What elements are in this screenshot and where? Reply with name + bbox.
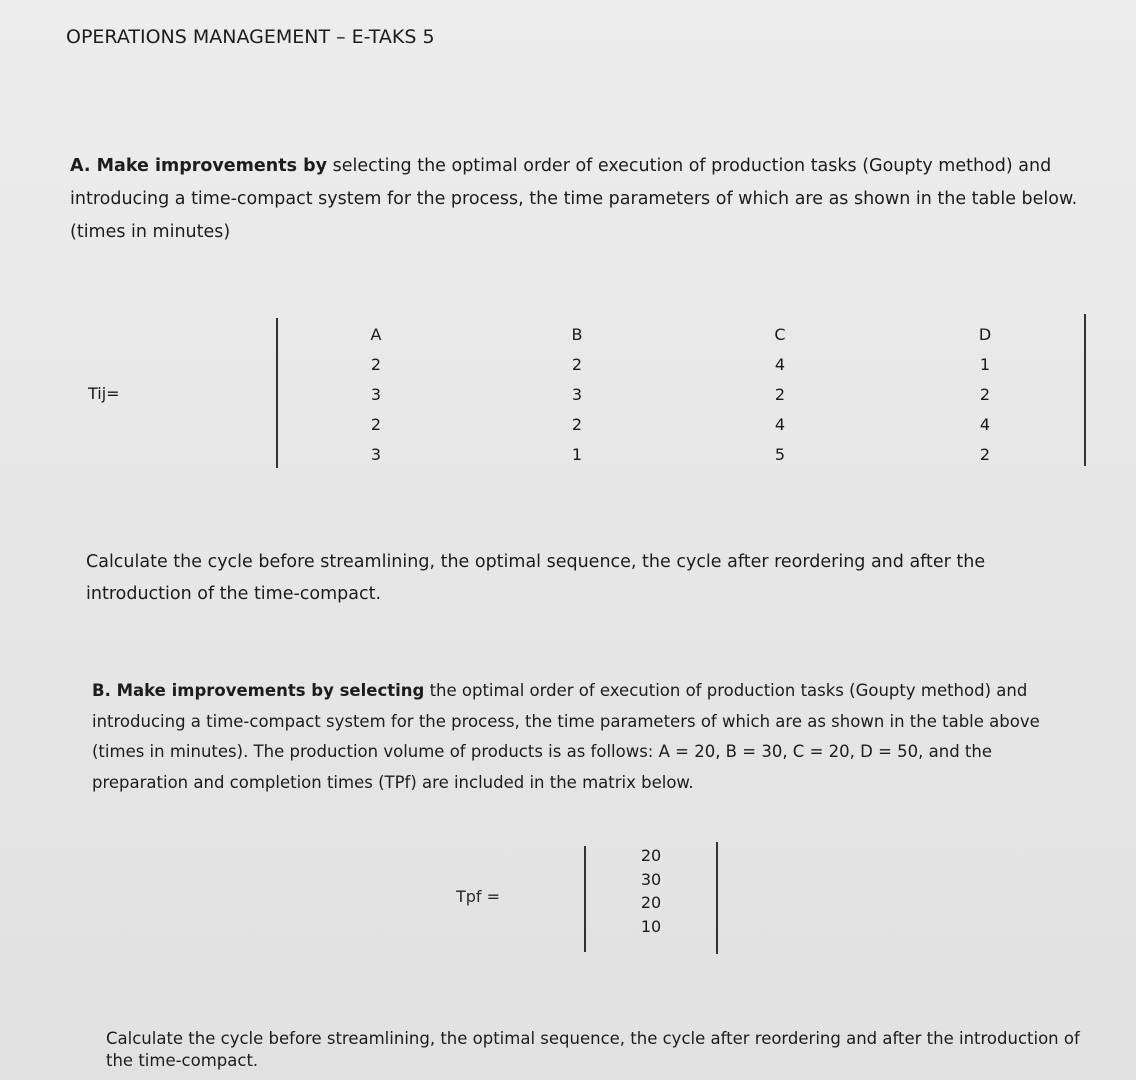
matrix-column-c: [765, 320, 795, 470]
matrix-cell: 2: [571, 415, 583, 434]
matrix-header: C: [774, 325, 786, 344]
section-a-label: A. Make improvements by: [70, 156, 328, 176]
matrix-cell: 1: [571, 445, 583, 464]
section-a-calculate: Calculate the cycle before streamlining, the optimal sequence, the cycle after reordering and after the introduction of the time-compact.: [86, 552, 986, 604]
matrix-cell: 3: [370, 385, 382, 404]
matrix-right-bracket: [1084, 314, 1086, 466]
section-a-paragraph: [70, 150, 1080, 249]
page-title: OPERATIONS MANAGEMENT – E-TAKS 5: [66, 26, 435, 48]
tpf-right-bracket: [716, 842, 718, 954]
matrix-cell: 2: [979, 445, 991, 464]
matrix-cell: 3: [370, 445, 382, 464]
tpf-cell: 20: [640, 893, 662, 912]
matrix-column-a: [361, 320, 391, 470]
matrix-column-d: [970, 320, 1000, 470]
matrix-cell: 2: [370, 415, 382, 434]
section-b-label: B. Make improvements by selecting: [92, 681, 425, 700]
section-b-paragraph: [92, 676, 1082, 798]
section-b-calculate: Calculate the cycle before streamlining, the optimal sequence, the cycle after reordering and after the introduction of the time-compact.: [106, 1029, 1080, 1070]
matrix-cell: 1: [979, 355, 991, 374]
section-b-text: the optimal order of execution of production tasks (Goupty method) and introducing a time-compact system for the process, the time parameters of which are as shown in the table above (times in minutes). The production volume of products is as follows: A = 20, B = 30, C = 20, D = 50, and the preparation and completion times (TPf) are included in the matrix below.: [92, 681, 1040, 792]
section-a-text: selecting the optimal order of execution of production tasks (Goupty method) and introducing a time-compact system for the process, the time parameters of which are as shown in the table below. (times in minutes): [70, 156, 1078, 242]
tpf-cell: 10: [640, 916, 662, 936]
matrix-cell: 4: [774, 415, 786, 434]
matrix-header: B: [571, 325, 583, 344]
matrix-cell: 2: [774, 385, 786, 404]
tij-label: Tij=: [88, 384, 120, 403]
tpf-column: [636, 844, 666, 938]
matrix-cell: 2: [979, 385, 991, 404]
tpf-left-bracket: [584, 846, 586, 952]
matrix-cell: 4: [774, 355, 786, 374]
tpf-label: Tpf =: [456, 887, 501, 906]
matrix-cell: 2: [571, 355, 583, 374]
matrix-column-b: [562, 320, 592, 470]
matrix-cell: 4: [979, 415, 991, 434]
tpf-cell: 30: [640, 869, 662, 889]
matrix-header: D: [978, 325, 992, 344]
matrix-cell: 3: [571, 385, 583, 404]
matrix-cell: 5: [774, 445, 786, 464]
matrix-header: A: [370, 325, 382, 344]
matrix-cell: 2: [370, 355, 382, 374]
tpf-cell: 20: [640, 846, 662, 865]
matrix-left-bracket: [276, 318, 278, 468]
